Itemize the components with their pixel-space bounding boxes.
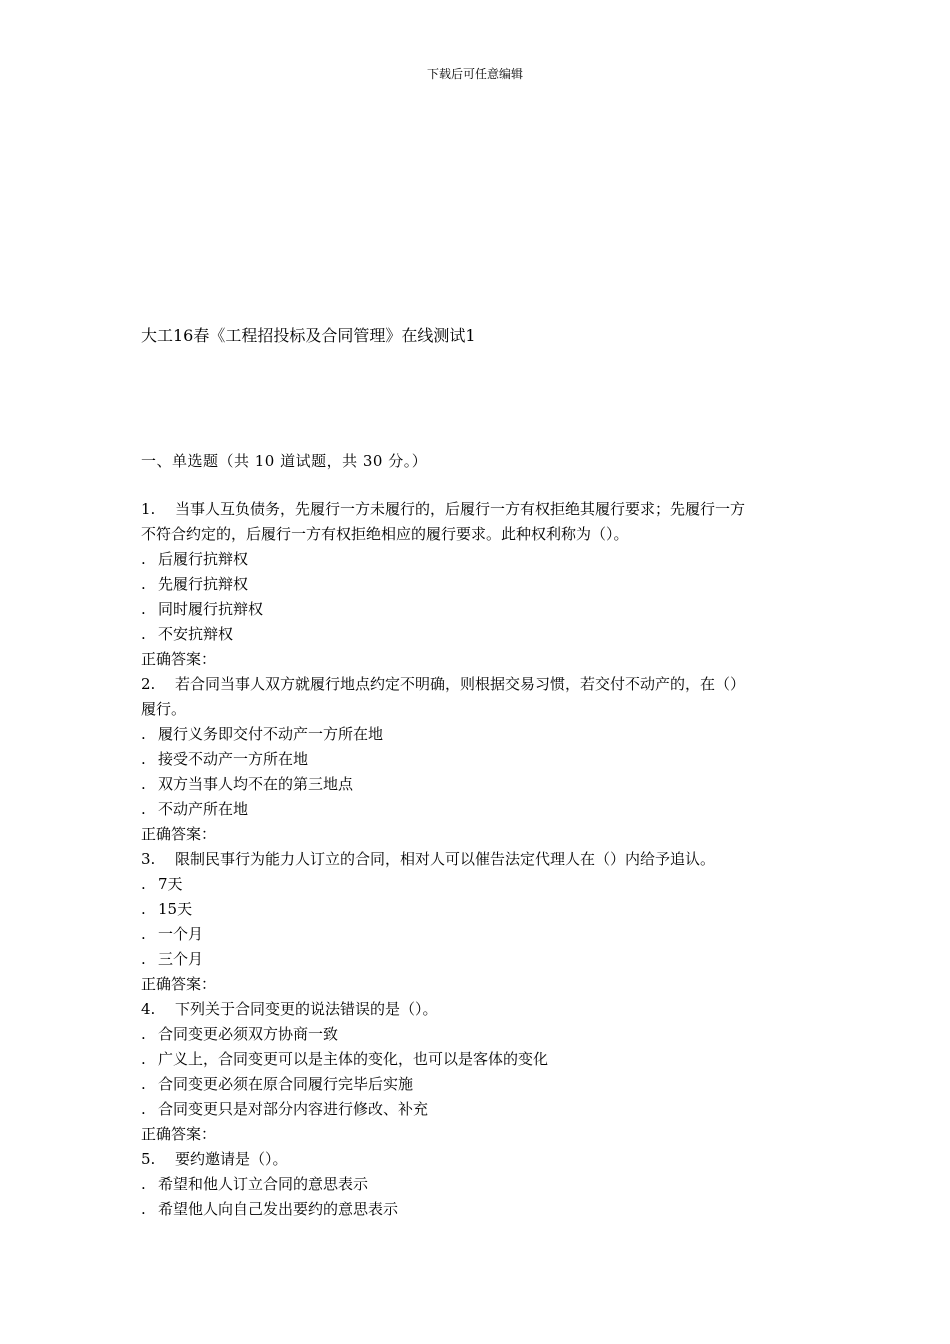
answer-label: 正确答案： bbox=[141, 1125, 217, 1143]
option-text: 合同变更必须双方协商一致 bbox=[158, 1025, 339, 1043]
question-stem-line: 限制民事行为能力人订立的合同，相对人可以催告法定代理人在（）内给予追认。 bbox=[175, 850, 716, 868]
option bbox=[141, 1072, 821, 1097]
question-number: 1. bbox=[141, 500, 156, 518]
question-stem-line: 下列关于合同变更的说法错误的是（）。 bbox=[175, 1000, 438, 1018]
document-title: 大工16春《工程招投标及合同管理》在线测试1 bbox=[141, 326, 476, 345]
option-marker: . bbox=[141, 1025, 146, 1043]
question-3 bbox=[141, 847, 821, 997]
option bbox=[141, 922, 821, 947]
option bbox=[141, 897, 821, 922]
option bbox=[141, 747, 821, 772]
option-marker: . bbox=[141, 1075, 146, 1093]
question-4 bbox=[141, 997, 821, 1147]
answer-label: 正确答案： bbox=[141, 975, 217, 993]
question-stem-line: 当事人互负债务，先履行一方未履行的，后履行一方有权拒绝其履行要求；先履行一方 bbox=[175, 500, 746, 518]
question-stem-line: 不符合约定的，后履行一方有权拒绝相应的履行要求。此种权利称为（）。 bbox=[141, 525, 629, 543]
option-text: 希望他人向自己发出要约的意思表示 bbox=[158, 1200, 399, 1218]
question-5 bbox=[141, 1147, 821, 1222]
option-text: 三个月 bbox=[158, 950, 204, 968]
question-2 bbox=[141, 672, 821, 847]
option-marker: . bbox=[141, 900, 146, 918]
answer-label: 正确答案： bbox=[141, 650, 217, 668]
option-text: 广义上，合同变更可以是主体的变化，也可以是客体的变化 bbox=[158, 1050, 549, 1068]
option-marker: . bbox=[141, 800, 146, 818]
option-marker: . bbox=[141, 600, 146, 618]
question-stem-line: 若合同当事人双方就履行地点约定不明确，则根据交易习惯，若交付不动产的，在（） bbox=[175, 675, 746, 693]
option-marker: . bbox=[141, 1175, 146, 1193]
option-text: 15天 bbox=[158, 900, 193, 918]
option-text: 一个月 bbox=[158, 925, 204, 943]
question-stem-line: 要约邀请是（）。 bbox=[175, 1150, 288, 1168]
option-text: 不安抗辩权 bbox=[158, 625, 234, 643]
option-marker: . bbox=[141, 750, 146, 768]
question-number: 3. bbox=[141, 850, 156, 868]
option-marker: . bbox=[141, 1200, 146, 1218]
option-text: 双方当事人均不在的第三地点 bbox=[158, 775, 354, 793]
option bbox=[141, 722, 821, 747]
option bbox=[141, 947, 821, 972]
option bbox=[141, 772, 821, 797]
option bbox=[141, 1047, 821, 1072]
question-number: 5. bbox=[141, 1150, 156, 1168]
option bbox=[141, 1197, 821, 1222]
option-text: 履行义务即交付不动产一方所在地 bbox=[158, 725, 384, 743]
header-note: 下载后可任意编辑 bbox=[426, 67, 523, 81]
option bbox=[141, 622, 821, 647]
option bbox=[141, 872, 821, 897]
option-text: 后履行抗辩权 bbox=[158, 550, 249, 568]
option-marker: . bbox=[141, 1100, 146, 1118]
option-text: 合同变更必须在原合同履行完毕后实施 bbox=[158, 1075, 414, 1093]
question-number: 2. bbox=[141, 675, 156, 693]
option-text: 接受不动产一方所在地 bbox=[158, 750, 309, 768]
option bbox=[141, 1172, 821, 1197]
option-text: 希望和他人订立合同的意思表示 bbox=[158, 1175, 369, 1193]
option-text: 合同变更只是对部分内容进行修改、补充 bbox=[158, 1100, 429, 1118]
option-marker: . bbox=[141, 950, 146, 968]
option-text: 先履行抗辩权 bbox=[158, 575, 249, 593]
question-list bbox=[141, 497, 821, 1222]
question-number: 4. bbox=[141, 1000, 156, 1018]
option-marker: . bbox=[141, 775, 146, 793]
option-marker: . bbox=[141, 925, 146, 943]
option-marker: . bbox=[141, 875, 146, 893]
answer-label: 正确答案： bbox=[141, 825, 217, 843]
option bbox=[141, 572, 821, 597]
option bbox=[141, 1022, 821, 1047]
question-stem-line: 履行。 bbox=[141, 700, 187, 718]
question-1 bbox=[141, 497, 821, 672]
option bbox=[141, 797, 821, 822]
option-text: 同时履行抗辩权 bbox=[158, 600, 264, 618]
option-marker: . bbox=[141, 575, 146, 593]
option bbox=[141, 597, 821, 622]
option-marker: . bbox=[141, 725, 146, 743]
option-text: 7天 bbox=[158, 875, 183, 893]
option-marker: . bbox=[141, 625, 146, 643]
option-marker: . bbox=[141, 1050, 146, 1068]
section-heading: 一、单选题（共 10 道试题，共 30 分。） bbox=[141, 452, 428, 470]
option bbox=[141, 1097, 821, 1122]
option bbox=[141, 547, 821, 572]
option-text: 不动产所在地 bbox=[158, 800, 249, 818]
option-marker: . bbox=[141, 550, 146, 568]
